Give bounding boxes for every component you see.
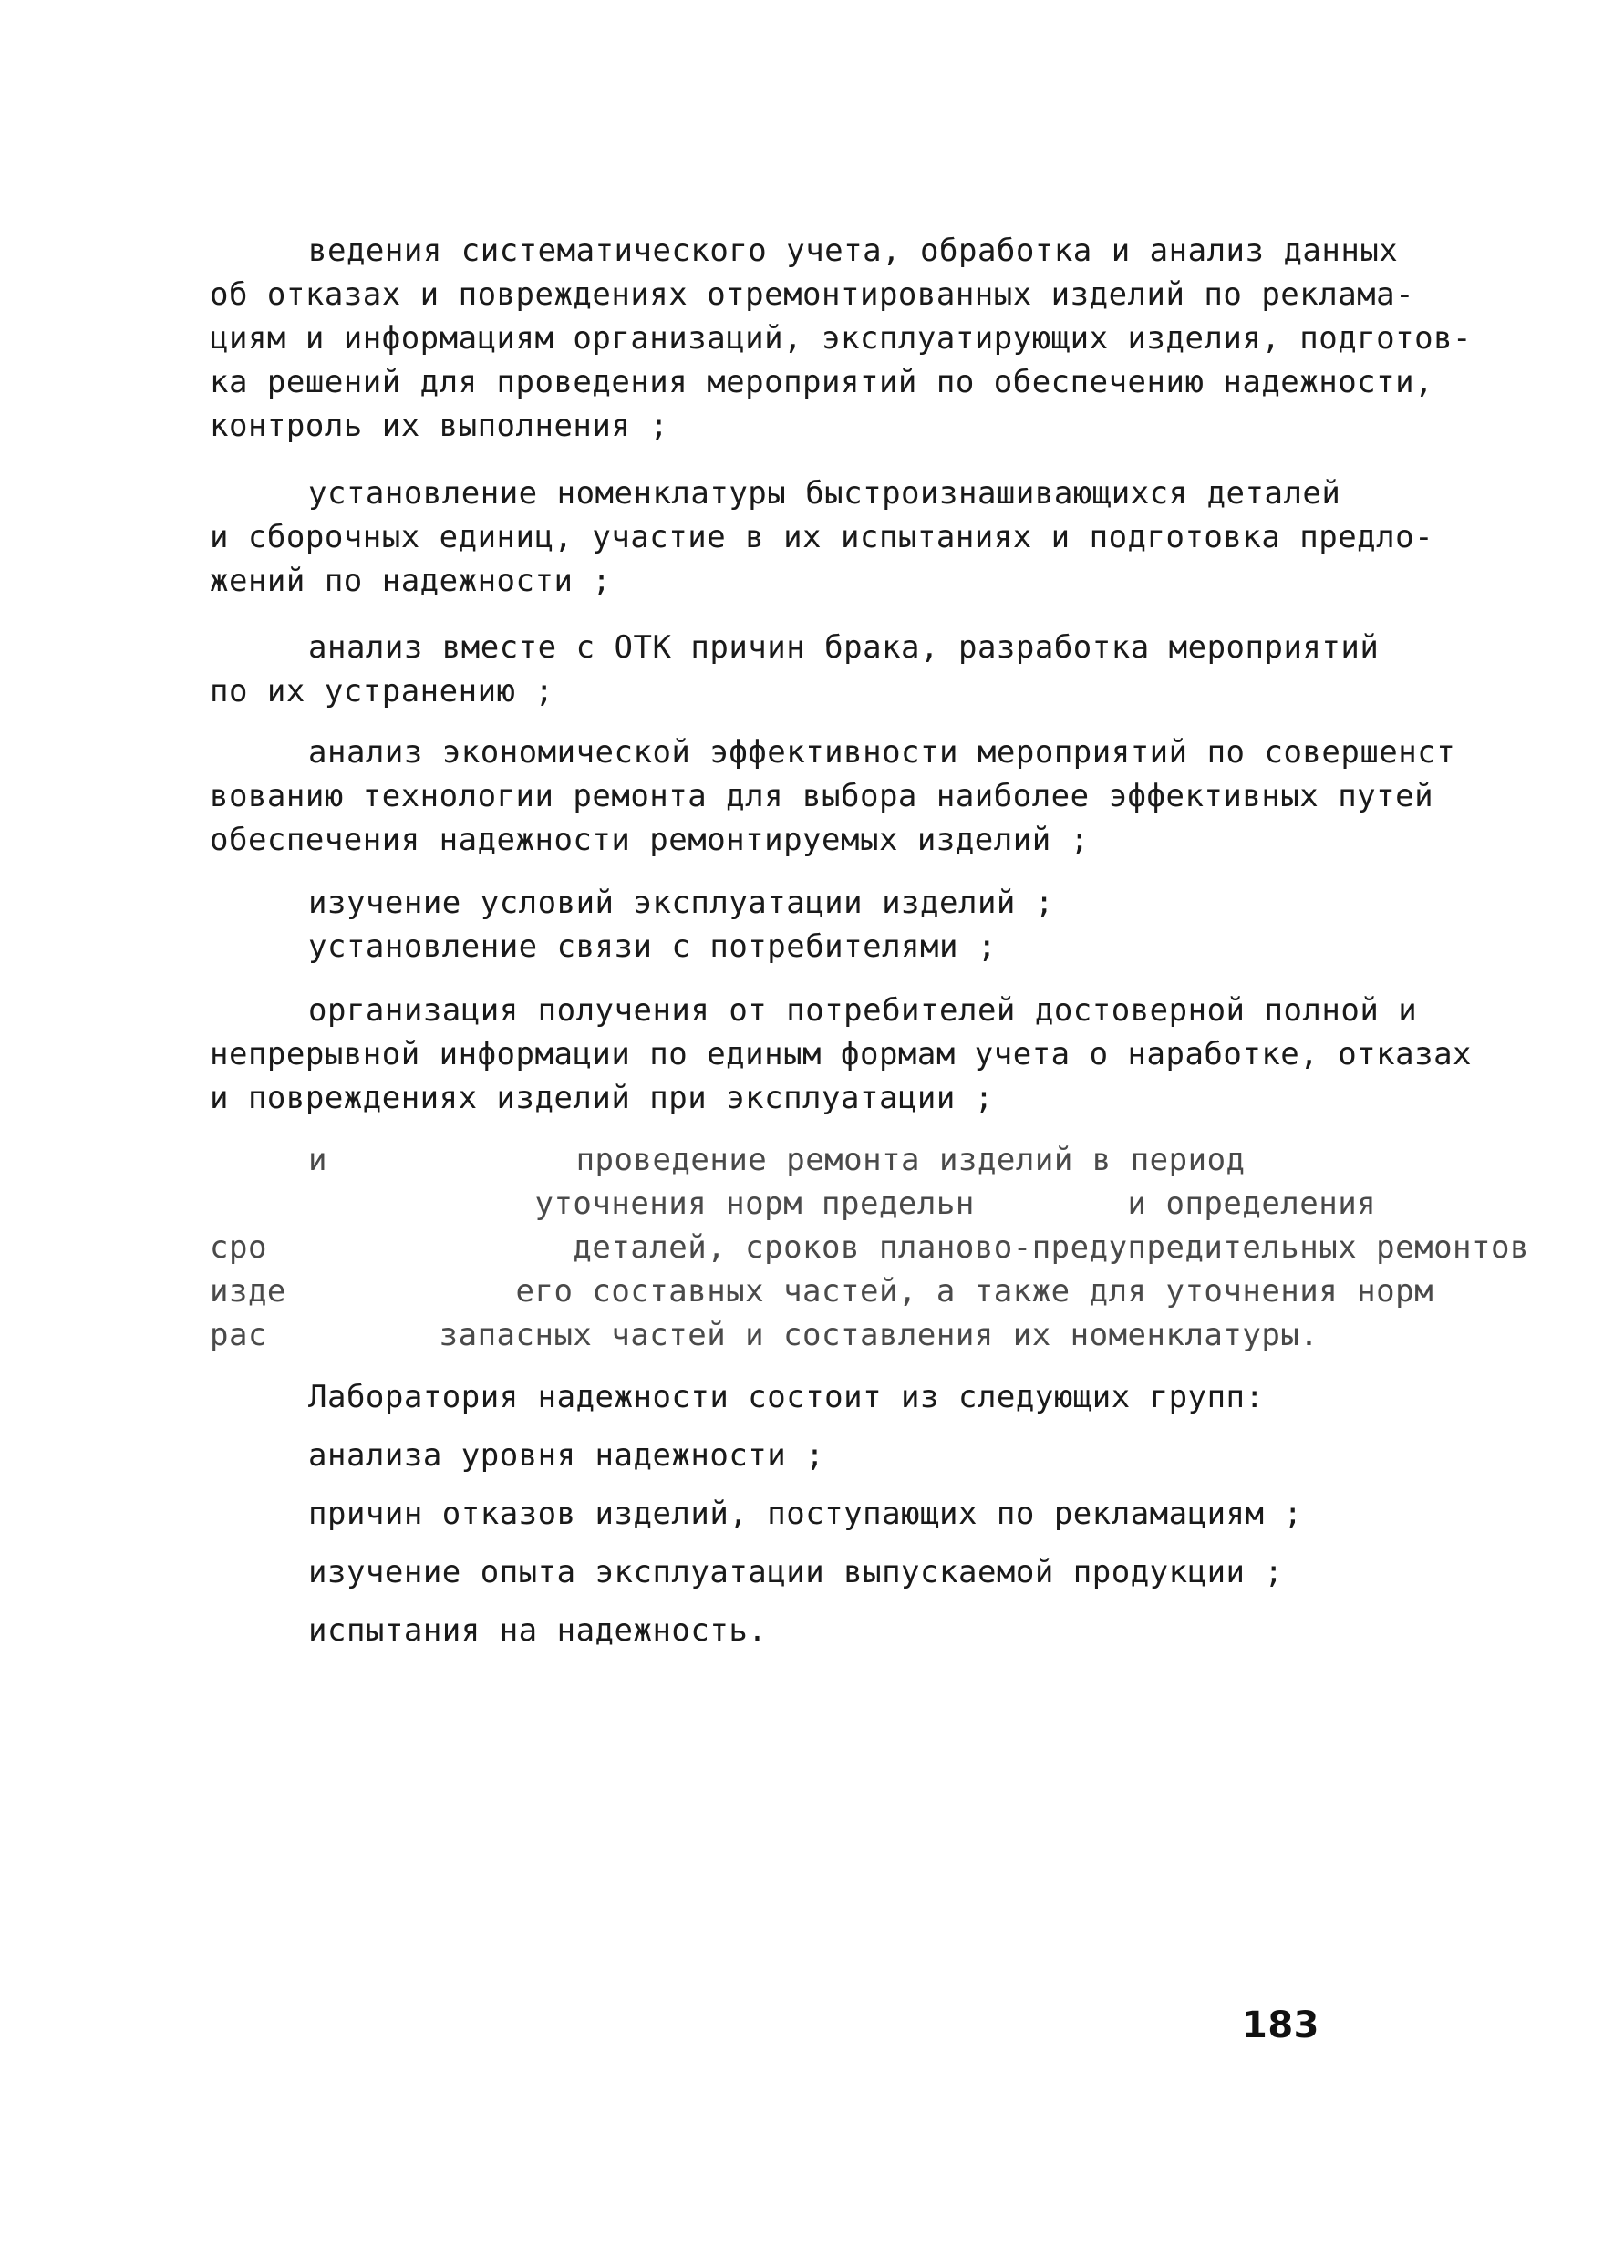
text-line: организация получения от потребителей достоверной полной и bbox=[308, 992, 1418, 1029]
text-line: обеспечения надежности ремонтируемых изделий ; bbox=[210, 822, 1090, 858]
text-line: сро деталей, сроков планово-предупредительных ремонтов bbox=[210, 1229, 1529, 1266]
text-line: анализа уровня надежности ; bbox=[308, 1437, 825, 1474]
text-line: причин отказов изделий, поступающих по рекламациям ; bbox=[308, 1496, 1303, 1532]
text-line: испытания на надежность. bbox=[308, 1612, 768, 1649]
text-line: установление номенклатуры быстроизнашивающихся деталей bbox=[308, 475, 1341, 512]
text-line: вованию технологии ремонта для выбора наиболее эффективных путей bbox=[210, 778, 1434, 814]
text-line: контроль их выполнения ; bbox=[210, 408, 669, 444]
text-line: непрерывной информации по единым формам учета о наработке, отказах bbox=[210, 1036, 1473, 1072]
text-line: рас запасных частей и составления их номенклатуры. bbox=[210, 1317, 1319, 1353]
text-line: и проведение ремонта изделий в период bbox=[308, 1142, 1246, 1178]
text-line: анализ экономической эффективности мероприятий по совершенст bbox=[308, 734, 1456, 771]
text-line: об отказах и повреждениях отремонтированных изделий по реклама- bbox=[210, 276, 1415, 313]
text-line: циям и информациям организаций, эксплуатирующих изделия, подготов- bbox=[210, 320, 1473, 357]
text-line: изучение условий эксплуатации изделий ; bbox=[308, 885, 1054, 921]
text-line: и сборочных единиц, участие в их испытаниях и подготовка предло- bbox=[210, 519, 1434, 555]
text-line: изде его составных частей, а также для уточнения норм bbox=[210, 1273, 1434, 1310]
text-line: ведения систематического учета, обработка и анализ данных bbox=[308, 233, 1399, 269]
text-line: анализ вместе с ОТК причин брака, разработка мероприятий bbox=[308, 629, 1380, 666]
text-line: изучение опыта эксплуатации выпускаемой продукции ; bbox=[308, 1554, 1284, 1590]
text-line: Лаборатория надежности состоит из следующих групп: bbox=[308, 1379, 1265, 1415]
text-line: ка решений для проведения мероприятий по обеспечению надежности, bbox=[210, 364, 1434, 400]
text-line: жений по надежности ; bbox=[210, 563, 612, 599]
text-line: и повреждениях изделий при эксплуатации ; bbox=[210, 1080, 994, 1116]
text-line: уточнения норм предельн и определения bbox=[210, 1186, 1377, 1222]
page-number: 183 bbox=[1242, 2004, 1319, 2046]
text-line: по их устранению ; bbox=[210, 673, 554, 709]
text-line: установление связи с потребителями ; bbox=[308, 928, 997, 965]
